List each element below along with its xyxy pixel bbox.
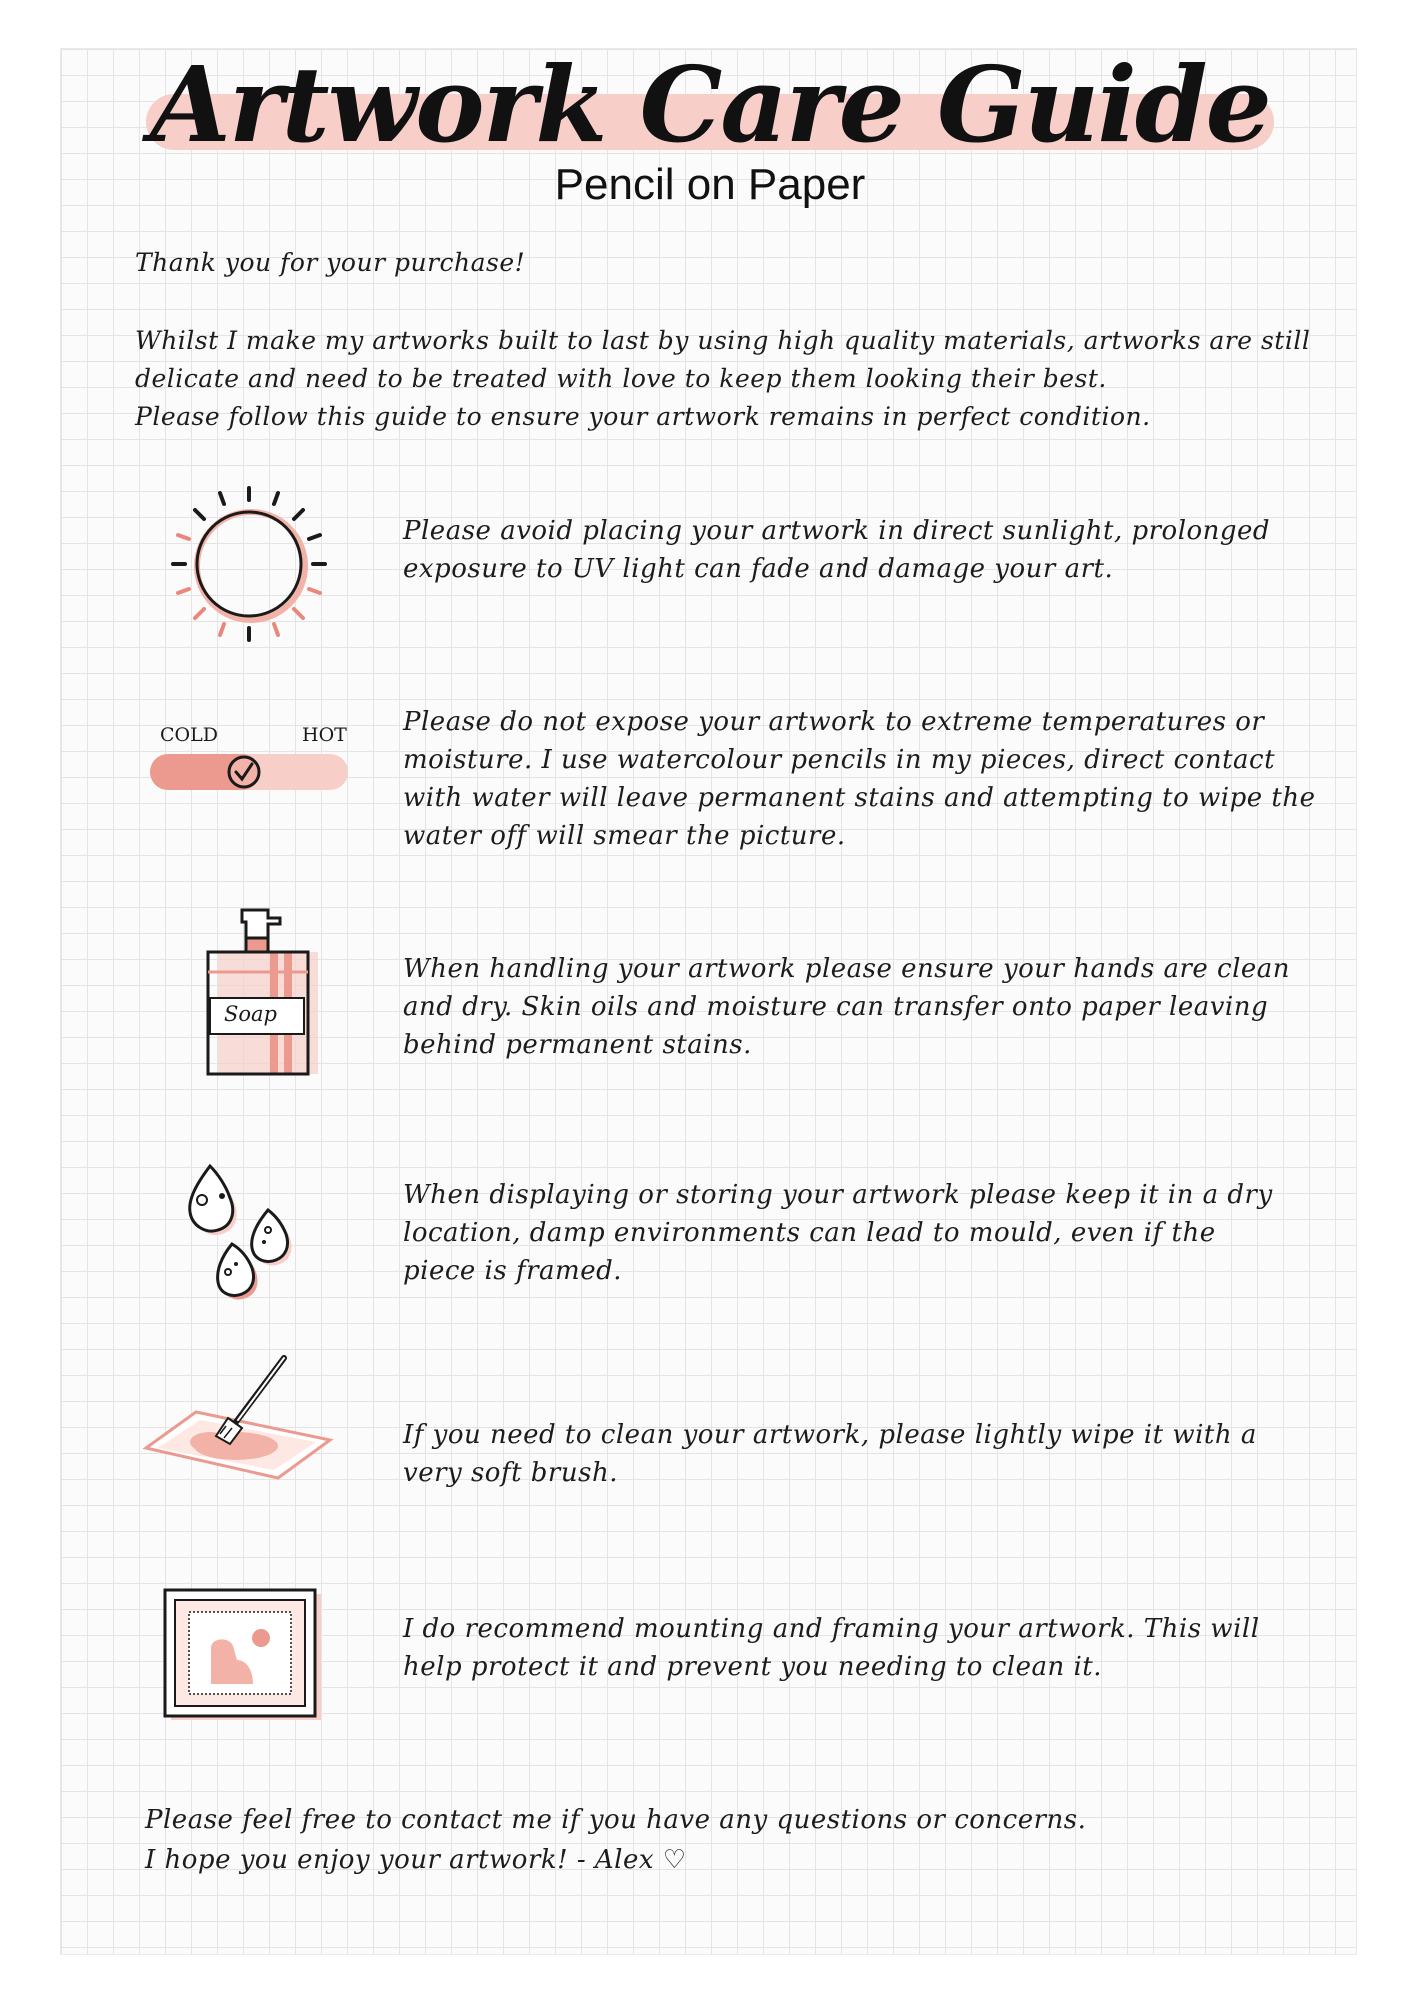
care-tip-temperature <box>403 703 1316 855</box>
closing-line: Please feel free to contact me if you have any questions or concerns. <box>145 1805 1087 1835</box>
care-tip-handling <box>403 950 1291 1064</box>
sun-icon <box>165 480 335 650</box>
brush-on-paper-icon <box>138 1348 338 1488</box>
water-droplets-icon <box>180 1160 310 1310</box>
intro-line: Please follow this guide to ensure your artwork remains in perfect condition. <box>135 402 1151 431</box>
soap-label: Soap <box>224 1002 277 1026</box>
care-tip-sunlight <box>403 512 1271 588</box>
tip-line: I do recommend mounting and framing your artwork. This will <box>403 1614 1260 1644</box>
closing-signature: I hope you enjoy your artwork! - Alex ♡ <box>145 1845 687 1875</box>
tip-line: behind permanent stains. <box>403 1030 752 1060</box>
tip-line: When displaying or storing your artwork please keep it in a dry <box>403 1180 1273 1210</box>
framed-picture-icon <box>163 1588 325 1724</box>
tip-line: Please avoid placing your artwork in direct sunlight, prolonged <box>403 516 1271 546</box>
tip-line: location, damp environments can lead to mould, even if the <box>403 1218 1216 1248</box>
tip-line: When handling your artwork please ensure your hands are clean <box>403 954 1291 984</box>
tip-line: If you need to clean your artwork, please lightly wipe it with a <box>403 1420 1257 1450</box>
care-tip-cleaning <box>403 1416 1257 1492</box>
care-tip-framing <box>403 1610 1260 1686</box>
soap-bottle-icon <box>200 900 320 1080</box>
tip-line: very soft brush. <box>403 1458 618 1488</box>
tip-line: moisture. I use watercolour pencils in my pieces, direct contact <box>403 745 1276 775</box>
tip-line: Please do not expose your artwork to extreme temperatures or <box>403 707 1265 737</box>
closing-message <box>145 1800 1145 1880</box>
intro-line: Whilst I make my artworks built to last by using high quality materials, artworks are still <box>135 326 1311 355</box>
care-tip-storage <box>403 1176 1273 1290</box>
tip-line: exposure to UV light can fade and damage your art. <box>403 554 1114 584</box>
tip-line: and dry. Skin oils and moisture can transfer onto paper leaving <box>403 992 1269 1022</box>
tip-line: piece is framed. <box>403 1256 622 1286</box>
page-title: Artwork Care Guide <box>150 43 1270 166</box>
tip-line: help protect it and prevent you needing to clean it. <box>403 1652 1103 1682</box>
page-subtitle: Pencil on Paper <box>554 160 866 209</box>
hot-label: HOT <box>302 724 347 746</box>
thermometer-slider-icon <box>148 724 353 794</box>
intro-line: delicate and need to be treated with love to keep them looking their best. <box>135 364 1107 393</box>
tip-line: with water will leave permanent stains and attempting to wipe the <box>403 783 1316 813</box>
cold-label: COLD <box>160 724 218 746</box>
thank-you-text: Thank you for your purchase! <box>135 248 526 277</box>
tip-line: water off will smear the picture. <box>403 821 846 851</box>
intro-paragraph <box>135 322 1311 436</box>
